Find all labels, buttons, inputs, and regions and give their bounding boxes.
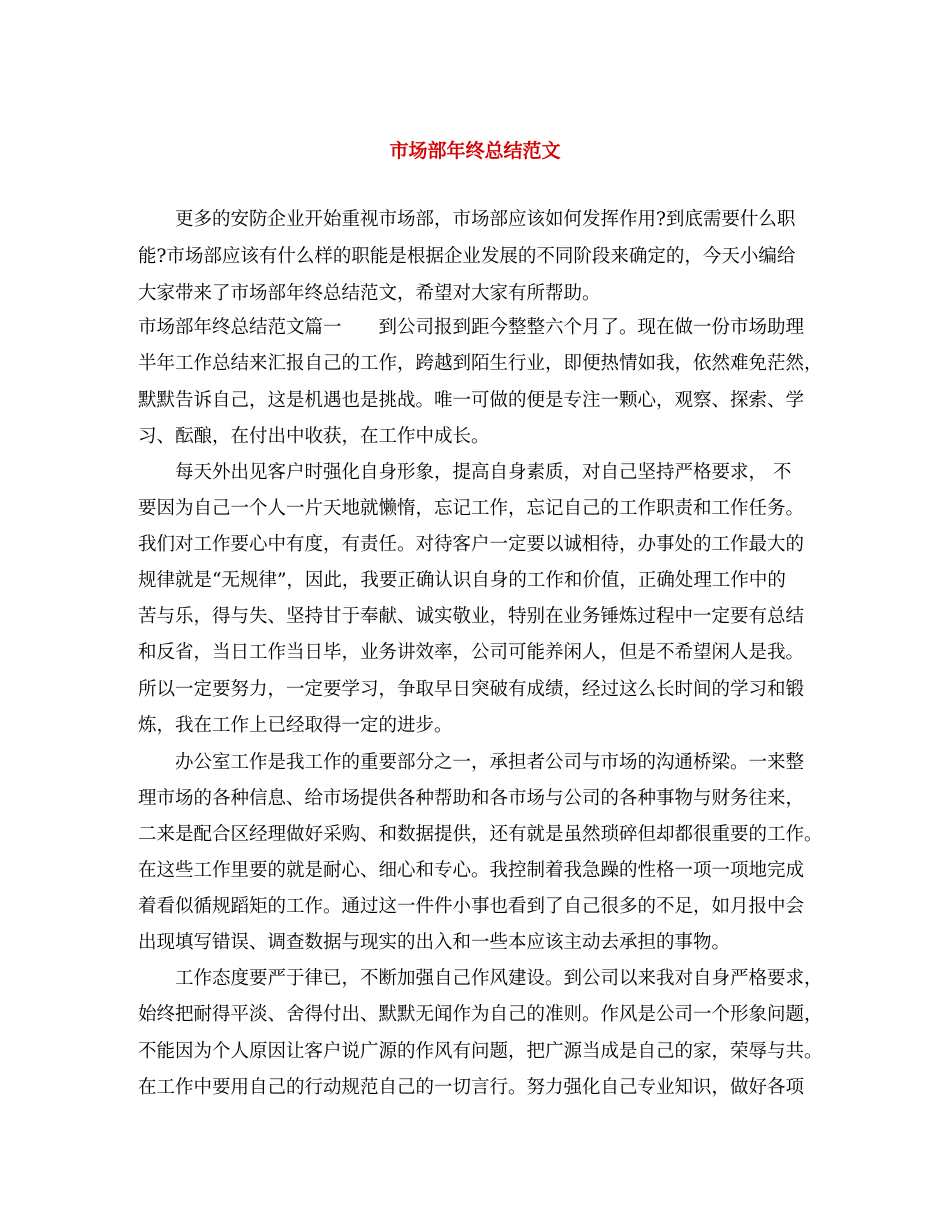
paragraph-4-line-2: 理市场的各种信息、给市场提供各种帮助和各市场与公司的各种事物与财务往来， — [138, 788, 805, 809]
paragraph-3-line-7: 所以一定要努力，一定要学习，争取早日突破有成绩，经过这么长时间的学习和锻 — [138, 679, 805, 700]
paragraph-3-line-4: 规律就是“无规律”，因此，我要正确认识自身的工作和价值，正确处理工作中的 — [138, 570, 786, 591]
paragraph-5-line-4: 在工作中要用自己的行动规范自己的一切言行。努力强化自己专业知识，做好各项 — [138, 1077, 805, 1098]
paragraph-4-line-6: 出现填写错误、调查数据与现实的出入和一些本应该主动去承担的事物。 — [138, 932, 731, 953]
paragraph-2-line-1: 市场部年终总结范文篇一 到公司报到距今整整六个月了。现在做一份市场助理 — [138, 317, 805, 338]
paragraph-3-line-1: 每天外出见客户时强化自身形象，提高自身素质，对自己坚持严格要求， 不 — [175, 462, 792, 483]
paragraph-5-line-1: 工作态度要严于律已，不断加强自己作风建设。到公司以来我对自身严格要求， — [175, 968, 823, 989]
paragraph-2-line-3: 默默告诉自己，这是机遇也是挑战。唯一可做的便是专注一颗心，观察、探索、学 — [138, 390, 805, 411]
paragraph-5-line-2: 始终把耐得平淡、舍得付出、默默无闻作为自己的准则。作风是公司一个形象问题， — [138, 1004, 823, 1025]
document-title: 市场部年终总结范文 — [389, 140, 561, 162]
paragraph-3-line-3: 我们对工作要心中有度，有责任。对待客户一定要以诚相待，办事处的工作最大的 — [138, 534, 805, 555]
paragraph-3-line-2: 要因为自己一个人一片天地就懒惰，忘记工作，忘记自己的工作职责和工作任务。 — [138, 498, 805, 519]
paragraph-1-line-3: 大家带来了市场部年终总结范文，希望对大家有所帮助。 — [138, 283, 601, 304]
paragraph-2-line-4: 习、酝酿，在付出中收获，在工作中成长。 — [138, 426, 490, 447]
paragraph-5-line-3: 不能因为个人原因让客户说广源的作风有问题，把广源当成是自己的家，荣辱与共。 — [138, 1041, 823, 1062]
paragraph-4-line-4: 在这些工作里要的就是耐心、细心和专心。我控制着我急躁的性格一项一项地完成 — [138, 860, 805, 881]
paragraph-1-line-2: 能?市场部应该有什么样的职能是根据企业发展的不同阶段来确定的，今天小编给 — [138, 246, 796, 267]
paragraph-2-line-2: 半年工作总结来汇报自己的工作，跨越到陌生行业，即便热情如我，依然难免茫然， — [138, 353, 823, 374]
paragraph-3-line-6: 和反省，当日工作当日毕，业务讲效率，公司可能养闲人，但是不希望闲人是我。 — [138, 642, 805, 663]
paragraph-1-line-1: 更多的安防企业开始重视市场部，市场部应该如何发挥作用?到底需要什么职 — [175, 209, 796, 230]
paragraph-4-line-1: 办公室工作是我工作的重要部分之一，承担者公司与市场的沟通桥梁。一来整 — [175, 752, 805, 773]
paragraph-3-line-8: 炼，我在工作上已经取得一定的进步。 — [138, 715, 453, 736]
paragraph-4-line-5: 着看似循规蹈矩的工作。通过这一件件小事也看到了自己很多的不足，如月报中会 — [138, 896, 805, 917]
paragraph-4-line-3: 二来是配合区经理做好采购、和数据提供，还有就是虽然琐碎但却都很重要的工作。 — [138, 824, 823, 845]
paragraph-3-line-5: 苦与乐，得与失、坚持甘于奉献、诚实敬业，特别在业务锤炼过程中一定要有总结 — [138, 606, 805, 627]
